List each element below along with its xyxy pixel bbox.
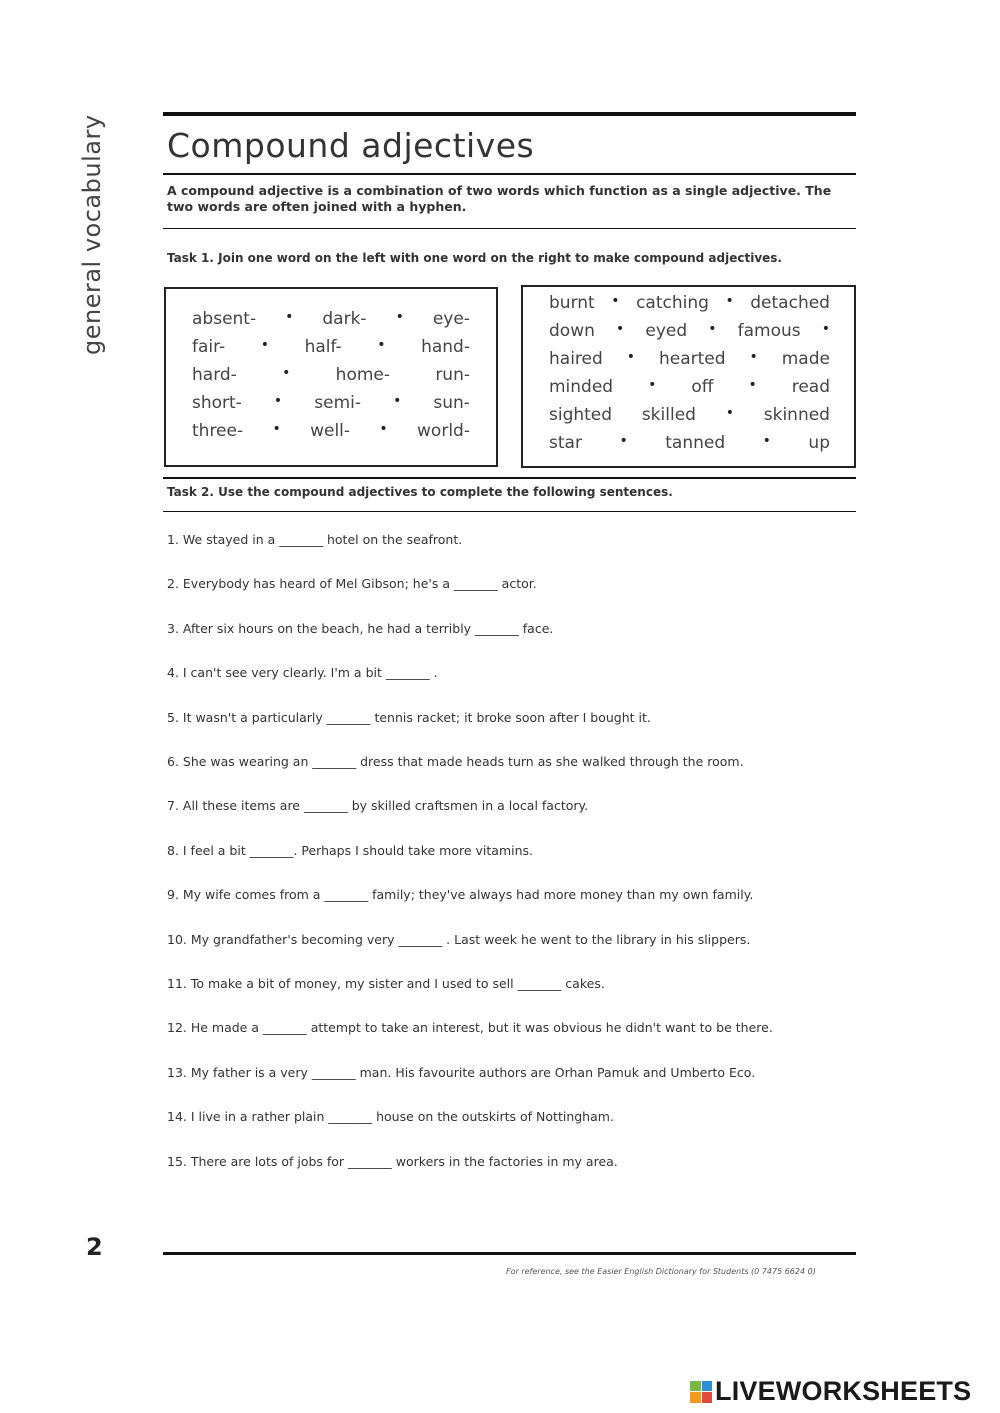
bullet-separator: • — [395, 309, 404, 325]
right-box-word: skilled — [641, 405, 696, 425]
task2-top-rule — [163, 477, 856, 479]
left-box-word: run- — [435, 365, 470, 385]
right-box-word: skinned — [763, 405, 830, 425]
logo-grid-icon — [690, 1381, 712, 1403]
left-box-word: fair- — [192, 337, 226, 357]
left-box-row — [192, 337, 470, 357]
left-box-word: world- — [417, 421, 470, 441]
sentence-item: 9. My wife comes from a _______ family; they've always had more money than my own family. — [167, 887, 754, 903]
left-box-word: short- — [192, 393, 242, 413]
footer-rule — [163, 1252, 856, 1255]
bullet-separator: • — [379, 421, 388, 437]
intro-text: A compound adjective is a combination of two words which function as a single adjective. The two words are often joined with a hyphen. — [167, 183, 832, 214]
sentence-item: 14. I live in a rather plain _______ house on the outskirts of Nottingham. — [167, 1109, 614, 1125]
bullet-separator: • — [648, 377, 657, 393]
right-box-row — [549, 349, 830, 369]
bullet-separator: • — [282, 365, 291, 381]
bullet-separator: • — [273, 393, 283, 409]
left-box-word: dark- — [322, 309, 367, 329]
intro-rule — [163, 228, 856, 229]
task2-instruction: Task 2. Use the compound adjectives to complete the following sentences. — [167, 485, 673, 499]
bullet-separator: • — [272, 421, 281, 437]
left-box-word: well- — [310, 421, 351, 441]
right-box-word: down — [549, 321, 595, 341]
task1-instruction: Task 1. Join one word on the left with one word on the right to make compound adjectives. — [167, 251, 782, 265]
bullet-separator: • — [285, 309, 294, 325]
bullet-separator: • — [260, 337, 269, 353]
sentence-item: 13. My father is a very _______ man. His favourite authors are Orhan Pamuk and Umberto Eco. — [167, 1064, 756, 1080]
right-box-word: haired — [549, 349, 603, 369]
left-box-row — [192, 421, 470, 441]
page-title: Compound adjectives — [167, 126, 535, 165]
right-box-word: star — [549, 433, 582, 453]
sentence-item: 12. He made a _______ attempt to take an interest, but it was obvious he didn't want to be there. — [167, 1020, 773, 1036]
left-box-row — [192, 365, 470, 385]
left-box-word: absent- — [192, 309, 257, 329]
title-rule — [163, 173, 856, 175]
right-box-word: read — [791, 377, 830, 397]
sentence-item: 1. We stayed in a _______ hotel on the seafront. — [167, 532, 463, 547]
right-word-box — [521, 285, 856, 468]
left-box-word: hard- — [192, 365, 237, 385]
sentence-item: 15. There are lots of jobs for _______ workers in the factories in my area. — [167, 1153, 618, 1169]
left-box-word: semi- — [314, 393, 361, 413]
liveworksheets-logo — [690, 1376, 971, 1407]
left-box-word: sun- — [433, 393, 470, 413]
right-box-row — [549, 321, 830, 341]
left-box-word: three- — [192, 421, 244, 441]
right-box-word: up — [808, 433, 830, 453]
right-box-word: sighted — [549, 405, 613, 425]
left-box-word: half- — [304, 337, 342, 357]
sentence-item: 6. She was wearing an _______ dress that made heads turn as she walked through the room. — [167, 754, 744, 769]
left-box-word: hand- — [421, 337, 470, 357]
sentence-item: 8. I feel a bit _______. Perhaps I should take more vitamins. — [167, 842, 534, 858]
sentence-item: 5. It wasn't a particularly _______ tennis racket; it broke soon after I bought it. — [167, 709, 651, 725]
bullet-separator: • — [708, 321, 717, 337]
right-box-row — [549, 433, 830, 453]
sentence-item: 3. After six hours on the beach, he had a terribly _______ face. — [167, 620, 554, 636]
bullet-separator: • — [626, 349, 636, 365]
sentence-item: 2. Everybody has heard of Mel Gibson; he's a _______ actor. — [167, 576, 537, 592]
left-box-row — [192, 309, 470, 329]
page-number: 2 — [86, 1233, 103, 1261]
left-word-box — [164, 287, 498, 467]
right-box-word: hearted — [658, 349, 726, 369]
sentence-item: 11. To make a bit of money, my sister and I used to sell _______ cakes. — [167, 976, 605, 991]
bullet-separator: • — [749, 349, 758, 365]
sentence-item: 4. I can't see very clearly. I'm a bit _______ . — [167, 665, 438, 681]
right-box-word: catching — [636, 293, 709, 313]
bullet-separator: • — [725, 293, 734, 309]
right-box-word: minded — [549, 377, 614, 397]
right-box-row — [549, 405, 830, 425]
task2-bottom-rule — [163, 511, 856, 512]
right-box-word: off — [691, 377, 714, 397]
right-box-row — [549, 377, 830, 397]
left-box-word: eye- — [432, 309, 470, 329]
left-box-word: home- — [335, 365, 391, 385]
bullet-separator: • — [615, 321, 625, 337]
right-box-word: detached — [750, 293, 830, 313]
top-rule — [163, 112, 856, 116]
right-box-word: famous — [737, 321, 801, 341]
bullet-separator: • — [393, 393, 402, 409]
bullet-separator: • — [377, 337, 386, 353]
left-box-row — [192, 393, 470, 413]
bullet-separator: • — [748, 377, 757, 393]
bullet-separator: • — [619, 433, 628, 449]
logo-text: LIVEWORKSHEETS — [715, 1376, 972, 1406]
right-box-word: eyed — [645, 321, 688, 341]
bullet-separator: • — [762, 433, 771, 449]
right-box-word: tanned — [665, 433, 726, 453]
bullet-separator: • — [821, 321, 830, 337]
side-section-label: general vocabulary — [78, 114, 106, 355]
right-box-word: burnt — [549, 293, 595, 313]
sentence-item: 10. My grandfather's becoming very _______ . Last week he went to the library in his slippers. — [167, 931, 751, 947]
bullet-separator: • — [725, 405, 734, 421]
sentence-item: 7. All these items are _______ by skilled craftsmen in a local factory. — [167, 798, 589, 814]
bullet-separator: • — [611, 293, 620, 309]
right-box-row — [549, 293, 830, 313]
reference-footnote: For reference, see the Easier English Dictionary for Students (0 7475 6624 0) — [506, 1267, 816, 1276]
right-box-word: made — [781, 349, 830, 369]
